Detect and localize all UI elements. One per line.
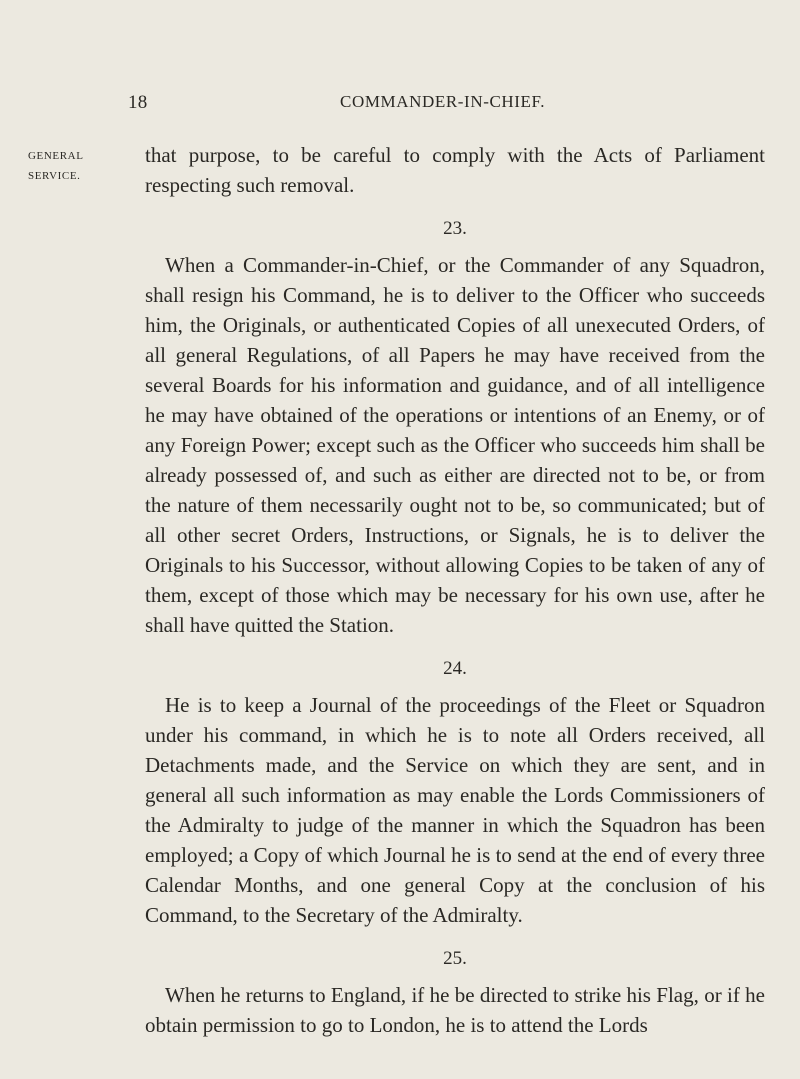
margin-note <box>28 146 98 186</box>
body-text <box>145 140 765 1040</box>
page-number: 18 <box>128 92 148 113</box>
paragraph-23: When a Commander-in-Chief, or the Commander of any Squadron, shall resign his Command, he is to deliver to the Officer who succeeds him, the Originals, or authenticated Copies of all unexecuted Orders, of all general Regulations, of all Papers he may have received from the several Boards for his information and guidance, and of all intelligence he may have obtained of the operations or intentions of an Enemy, or of any Foreign Power; except such as the Officer who succeeds him shall be already possessed of, and such as either are directed not to be, or from the nature of them necessarily ought not to be, so communicated; but of all other secret Orders, Instructions, or Signals, he is to deliver the Originals to his Successor, without allowing Copies to be taken of any of them, except of those which may be necessary for his own use, after he shall have quitted the Station. <box>145 253 765 637</box>
paragraph-continued: that purpose, to be careful to comply with the Acts of Parliament respecting such removal. <box>145 143 765 197</box>
section-number-24: 24. <box>443 658 467 679</box>
margin-note-line-1: GENERAL <box>28 150 84 162</box>
page-header <box>128 92 688 122</box>
section-number-23: 23. <box>443 218 467 239</box>
margin-note-line-2: SERVICE. <box>28 170 81 182</box>
paragraph-24: He is to keep a Journal of the proceedings of the Fleet or Squadron under his command, in which he is to note all Orders received, all Detachments made, and the Service on which they are sent, and in general all such information as may enable the Lords Commissioners of the Admiralty to judge of the manner in which the Squadron has been employed; a Copy of which Journal he is to send at the end of every three Calendar Months, and one general Copy at the conclusion of his Command, to the Secretary of the Admiralty. <box>145 693 765 927</box>
paragraph-25: When he returns to England, if he be directed to strike his Flag, or if he obtain permission to go to London, he is to attend the Lords <box>145 983 765 1037</box>
running-title: COMMANDER-IN-CHIEF. <box>340 92 546 111</box>
section-number-25: 25. <box>443 948 467 969</box>
